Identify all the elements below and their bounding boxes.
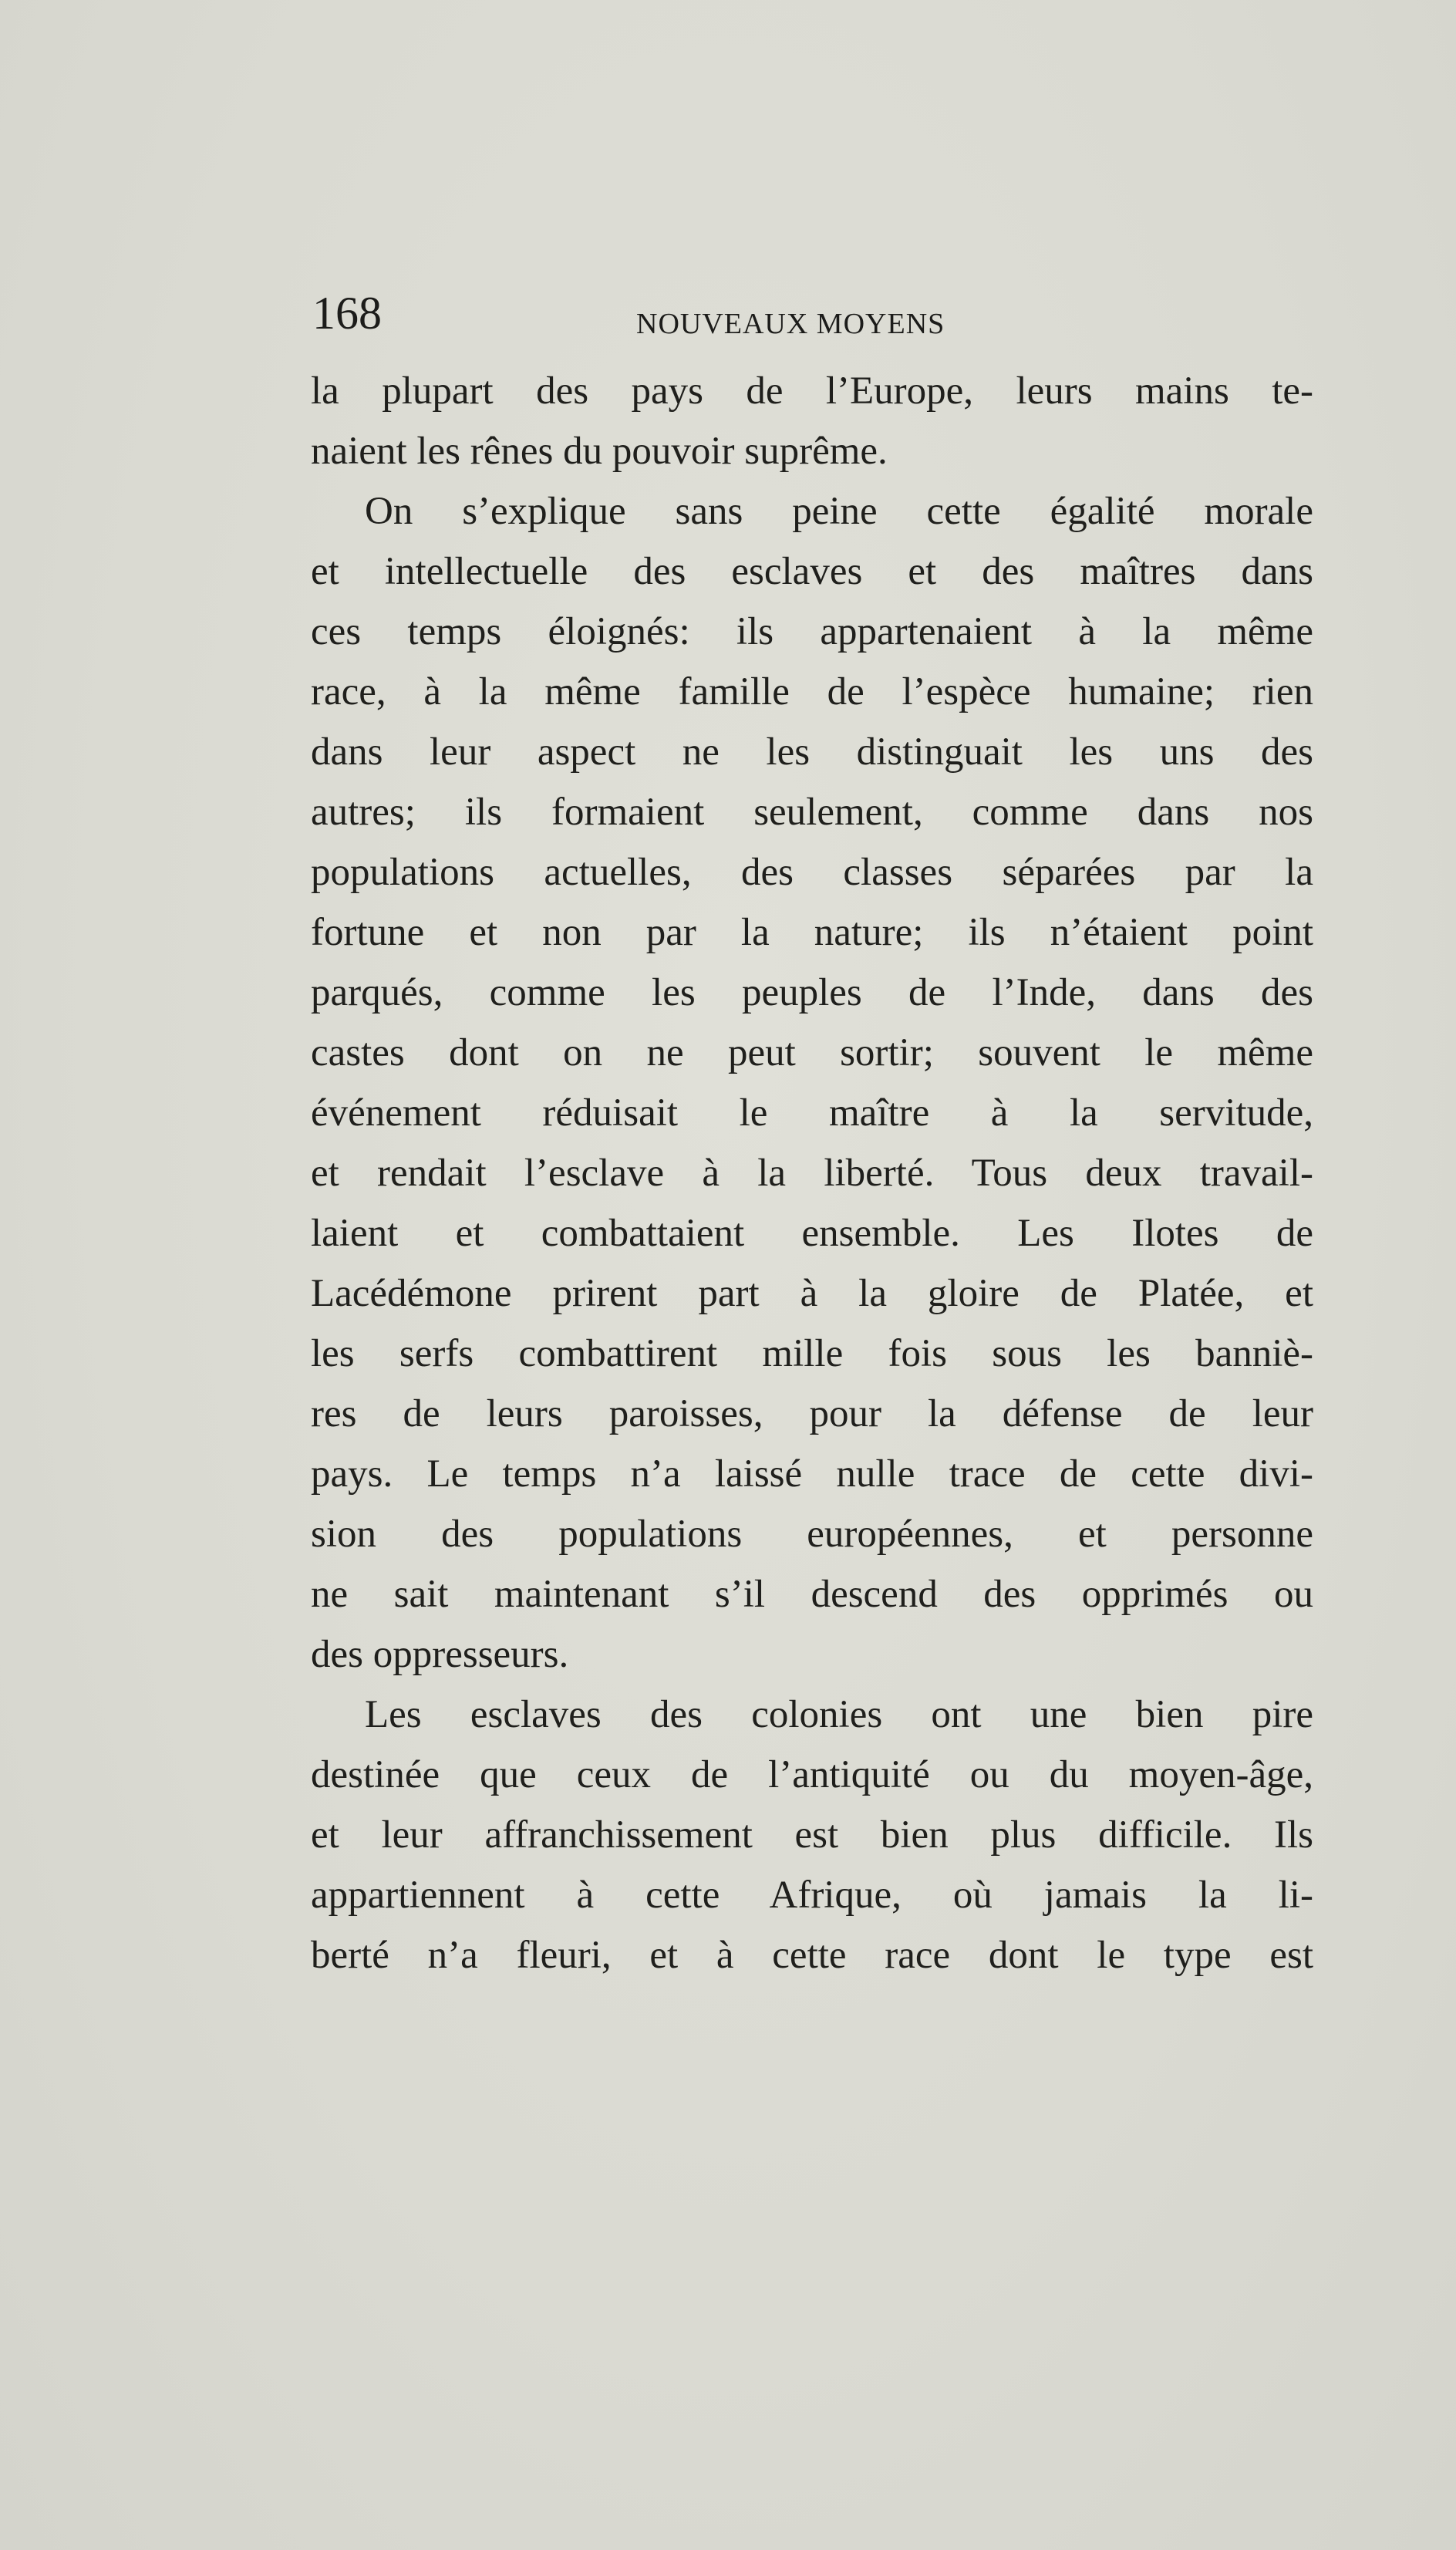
page-number: 168 <box>312 288 382 339</box>
page-header <box>312 284 1315 346</box>
text-line: et leur affranchissement est bien plus difficile. Ils <box>311 1813 1313 1857</box>
text-line: les serfs combattirent mille fois sous les banniè- <box>311 1332 1313 1375</box>
text-line: Lacédémone prirent part à la gloire de Platée, et <box>311 1272 1313 1315</box>
text-line: populations actuelles, des classes séparées par la <box>311 851 1313 894</box>
body-text <box>311 361 1313 1985</box>
text-line: berté n’a fleuri, et à cette race dont le type est <box>311 1934 1313 1977</box>
text-line: laient et combattaient ensemble. Les Ilotes de <box>311 1212 1313 1255</box>
text-line: fortune et non par la nature; ils n’étaient point <box>311 911 1313 954</box>
text-line: res de leurs paroisses, pour la défense de leur <box>311 1392 1313 1435</box>
text-line: autres; ils formaient seulement, comme dans nos <box>311 791 1313 834</box>
text-line: Les esclaves des colonies ont une bien pire <box>365 1693 1313 1736</box>
text-line: pays. Le temps n’a laissé nulle trace de cette divi- <box>311 1452 1313 1496</box>
text-line: sion des populations européennes, et personne <box>311 1513 1313 1556</box>
text-line: On s’explique sans peine cette égalité morale <box>365 490 1313 533</box>
text-line: et intellectuelle des esclaves et des maîtres dans <box>311 550 1313 593</box>
text-line: et rendait l’esclave à la liberté. Tous deux travail- <box>311 1152 1313 1195</box>
text-line: castes dont on ne peut sortir; souvent le même <box>311 1031 1313 1074</box>
text-line: événement réduisait le maître à la servitude, <box>311 1091 1313 1135</box>
text-line: race, à la même famille de l’espèce humaine; rien <box>311 670 1313 713</box>
text-line: appartiennent à cette Afrique, où jamais la li- <box>311 1874 1313 1917</box>
text-line: ne sait maintenant s’il descend des opprimés ou <box>311 1573 1313 1616</box>
text-line: ces temps éloignés: ils appartenaient à la même <box>311 610 1313 653</box>
text-line: la plupart des pays de l’Europe, leurs mains te- <box>311 369 1313 413</box>
text-line: destinée que ceux de l’antiquité ou du moyen-âge, <box>311 1753 1313 1796</box>
text-line: parqués, comme les peuples de l’Inde, dans des <box>311 971 1313 1014</box>
running-head: NOUVEAUX MOYENS <box>636 308 945 340</box>
text-line: des oppresseurs. <box>311 1633 569 1676</box>
text-line: dans leur aspect ne les distinguait les uns des <box>311 730 1313 774</box>
text-line: naient les rênes du pouvoir suprême. <box>311 430 888 473</box>
